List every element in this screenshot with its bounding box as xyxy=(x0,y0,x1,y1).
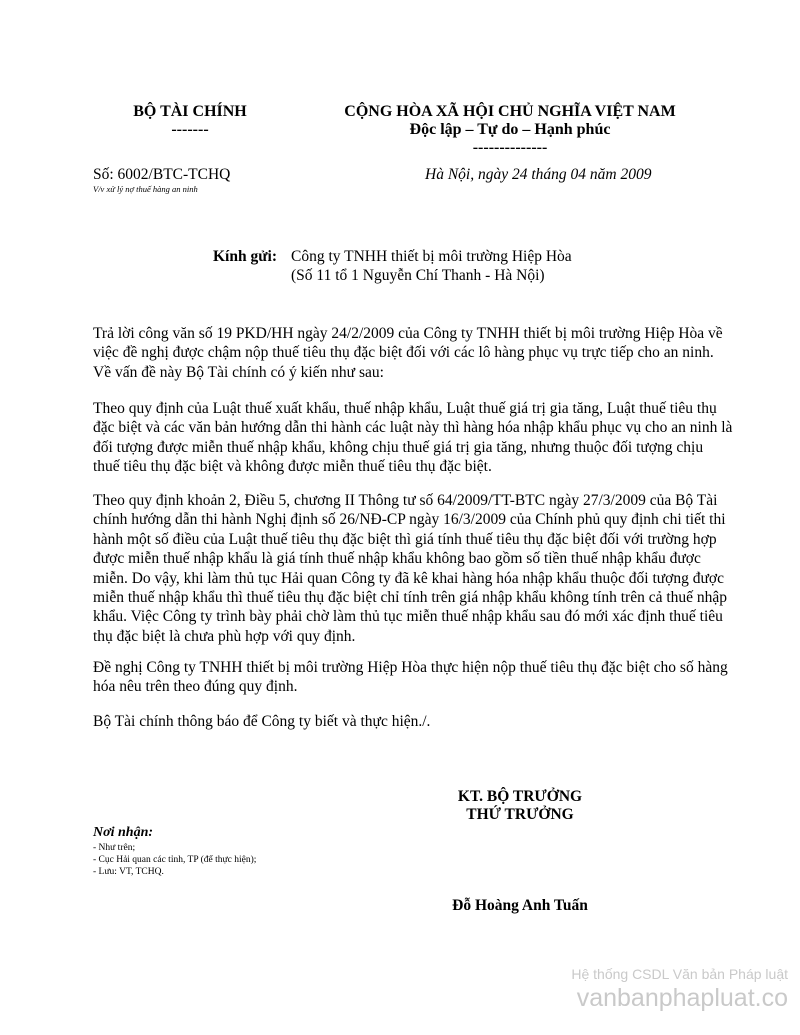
recipients-label: Nơi nhận: xyxy=(93,825,154,840)
motto: Độc lập – Tự do – Hạnh phúc xyxy=(409,121,611,138)
body-paragraph: Trả lời công văn số 19 PKD/HH ngày 24/2/2009 của Công ty TNHH thiết bị môi trường Hiệp Hòa về việc đề nghị được chậm nộp thuế tiêu thụ đặc biệt đối với các lô hàng phục vụ trực tiếp cho an ninh. Về vấn đề này Bộ Tài chính có ý kiến như sau: xyxy=(93,325,723,381)
recipient-name: Công ty TNHH thiết bị môi trường Hiệp Hòa xyxy=(291,248,572,265)
recipient-item: - Như trên; xyxy=(93,843,136,853)
watermark-line-2: vanbanphapluat.co xyxy=(576,984,788,1012)
signer-name: Đỗ Hoàng Anh Tuấn xyxy=(452,897,588,914)
signature-title-1: KT. BỘ TRƯỞNG xyxy=(457,788,583,805)
ministry-rule: ------- xyxy=(171,121,209,138)
ministry-block xyxy=(95,103,285,139)
country-name: CỘNG HÒA XÃ HỘI CHỦ NGHĨA VIỆT NAM xyxy=(344,103,676,120)
ministry-name: BỘ TÀI CHÍNH xyxy=(133,103,247,120)
country-block xyxy=(290,103,730,157)
body-paragraph: Bộ Tài chính thông báo để Công ty biết và thực hiện./. xyxy=(93,713,431,730)
motto-rule: -------------- xyxy=(472,139,548,156)
watermark-line-1: Hệ thống CSDL Văn bản Pháp luật xyxy=(571,966,788,982)
recipients-list xyxy=(93,842,256,878)
document-number: Số: 6002/BTC-TCHQ xyxy=(93,166,231,183)
body-paragraph: Theo quy định của Luật thuế xuất khẩu, thuế nhập khẩu, Luật thuế giá trị gia tăng, Luật thuế tiêu thụ đặc biệt và các văn bản hướng dẫn thi hành các luật này thì hàng hóa nhập khẩu phục vụ cho an ninh là đối tượng được miễn thuế nhập khẩu, không chịu thuế giá trị gia tăng, nhưng thuộc đối tượng chịu thuế tiêu thụ đặc biệt và không được miễn thuế tiêu thụ đặc biệt. xyxy=(93,400,733,476)
recipient-item: - Cục Hải quan các tỉnh, TP (để thực hiện); xyxy=(93,855,257,865)
recipient-address: (Số 11 tổ 1 Nguyễn Chí Thanh - Hà Nội) xyxy=(291,267,545,284)
document-subject: V/v xử lý nợ thuế hàng an ninh xyxy=(93,184,198,194)
signature-block xyxy=(430,788,610,824)
place-date: Hà Nội, ngày 24 tháng 04 năm 2009 xyxy=(425,166,652,183)
signature-title-2: THỨ TRƯỞNG xyxy=(466,806,574,823)
recipient-label: Kính gửi: xyxy=(213,248,277,265)
body-paragraph: Đề nghị Công ty TNHH thiết bị môi trường Hiệp Hòa thực hiện nộp thuế tiêu thụ đặc biệt cho số hàng hóa nêu trên theo đúng quy định. xyxy=(93,659,728,696)
body-paragraph: Theo quy định khoản 2, Điều 5, chương II Thông tư số 64/2009/TT-BTC ngày 27/3/2009 của Bộ Tài chính hướng dẫn thi hành Nghị định số 26/NĐ-CP ngày 16/3/2009 của Chính phủ quy định chi tiết thi hành một số điều của Luật thuế tiêu thụ đặc biệt thì giá tính thuế tiêu thụ đặc biệt đối với trường hợp được miễn thuế nhập khẩu là giá tính thuế nhập khẩu không bao gồm số tiền thuế nhập khẩu được miễn. Do vậy, khi làm thủ tục Hải quan Công ty đã kê khai hàng hóa nhập khẩu thuộc đối tượng được miễn thuế nhập khẩu thì thuế tiêu thụ đặc biệt chỉ tính trên giá nhập khẩu không tính trên cả thuế nhập khẩu. Việc Công ty trình bày phải chờ làm thủ tục miễn thuế nhập khẩu sau đó mới xác định thuế tiêu thụ đặc biệt là chưa phù hợp với quy định. xyxy=(93,492,728,645)
recipient-item: - Lưu: VT, TCHQ. xyxy=(93,867,164,877)
